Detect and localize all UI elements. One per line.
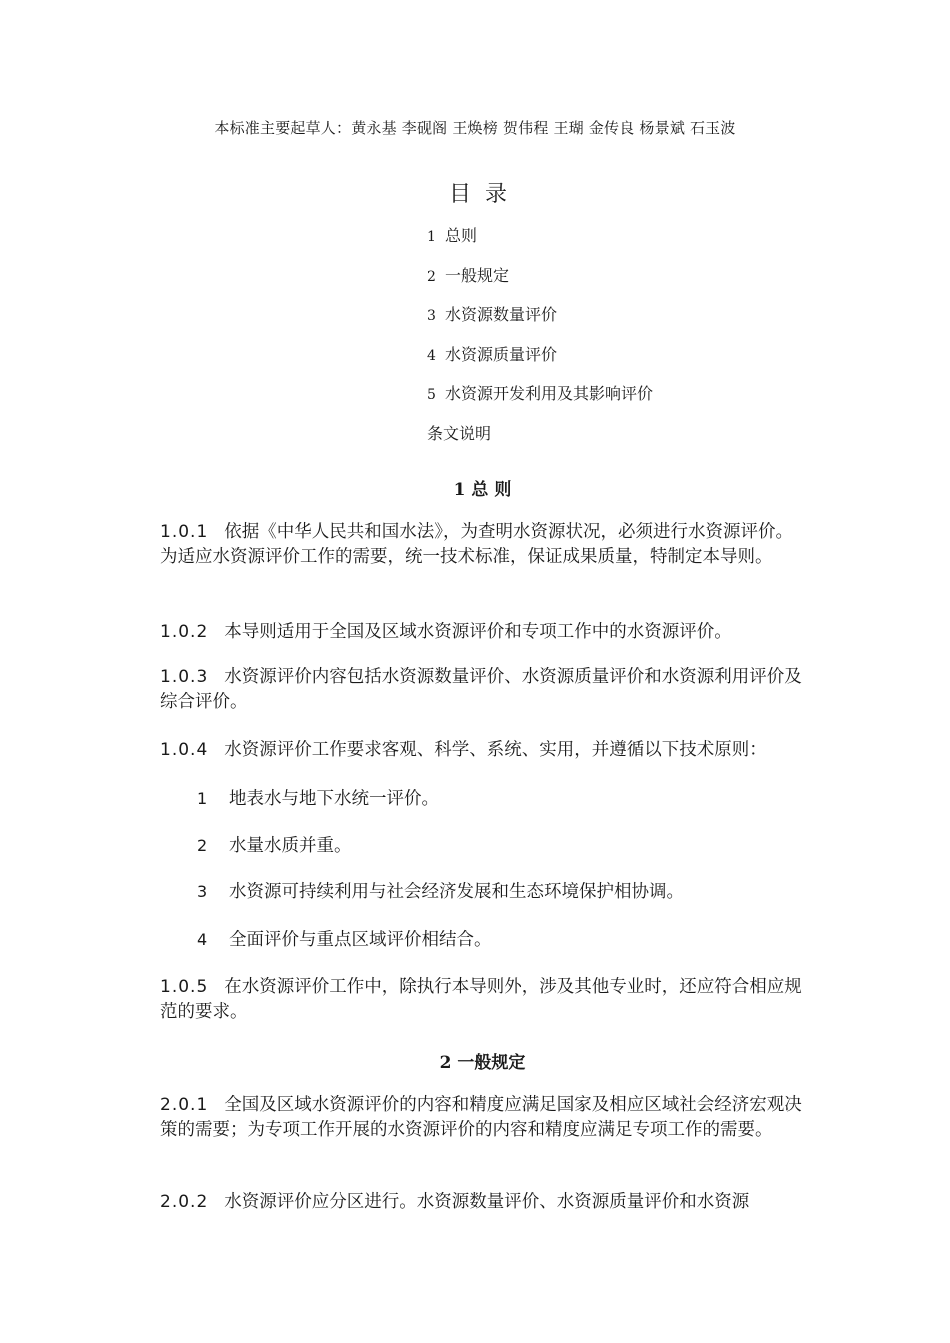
toc-item-general-rules[interactable] xyxy=(427,265,653,305)
section-2-title: 2 一般规定 xyxy=(439,1053,526,1073)
clause-number: 2.0.1 xyxy=(160,1095,209,1115)
principle-number: 1 xyxy=(197,789,208,808)
principle-number: 4 xyxy=(197,930,208,949)
clause-1-0-5 xyxy=(160,975,810,1025)
principle-number: 2 xyxy=(197,836,208,855)
clause-number: 1.0.4 xyxy=(160,740,209,760)
toc-item-label: 总则 xyxy=(445,226,478,245)
toc-item-utilization[interactable] xyxy=(427,383,653,423)
toc-item-quantity[interactable] xyxy=(427,304,653,344)
table-of-contents xyxy=(427,225,653,462)
clause-number: 1.0.1 xyxy=(160,522,209,542)
toc-item-number: 4 xyxy=(427,347,436,364)
principle-item xyxy=(197,786,439,812)
clause-text: 水资源评价应分区进行。水资源数量评价、水资源质量评价和水资源 xyxy=(224,1192,750,1212)
clause-text: 全国及区域水资源评价的内容和精度应满足国家及相应区域社会经济宏观决策的需要；为专项工作开展的水资源评价的内容和精度应满足专项工作的需要。 xyxy=(160,1095,802,1140)
toc-item-explanation[interactable] xyxy=(427,423,653,463)
section-1-title: 1 总 则 xyxy=(453,480,512,500)
principle-text: 地表水与地下水统一评价。 xyxy=(229,789,439,809)
toc-item-number: 1 xyxy=(427,229,436,245)
toc-item-number: 2 xyxy=(427,268,436,285)
toc-item-number: 5 xyxy=(427,387,436,403)
clause-text: 依据《中华人民共和国水法》，为查明水资源状况，必须进行水资源评价。为适应水资源评价工作的需要，统一技术标准，保证成果质量，特制定本导则。 xyxy=(160,522,794,567)
principle-item xyxy=(197,927,492,953)
principle-text: 水量水质并重。 xyxy=(229,836,352,856)
clause-1-0-1 xyxy=(160,520,810,570)
principle-item xyxy=(197,879,684,905)
clause-number: 1.0.3 xyxy=(160,667,209,687)
clause-number: 1.0.2 xyxy=(160,622,209,642)
toc-item-label: 水资源数量评价 xyxy=(445,305,558,324)
clause-1-0-2 xyxy=(160,620,810,645)
clause-1-0-4 xyxy=(160,738,810,763)
clause-text: 水资源评价内容包括水资源数量评价、水资源质量评价和水资源利用评价及综合评价。 xyxy=(160,667,802,712)
clause-text: 水资源评价工作要求客观、科学、系统、实用，并遵循以下技术原则： xyxy=(224,740,767,760)
toc-item-label: 一般规定 xyxy=(445,265,510,285)
principle-text: 全面评价与重点区域评价相结合。 xyxy=(229,930,492,950)
principle-number: 3 xyxy=(197,882,208,901)
clause-text: 本导则适用于全国及区域水资源评价和专项工作中的水资源评价。 xyxy=(224,622,732,642)
clause-text: 在水资源评价工作中，除执行本导则外，涉及其他专业时，还应符合相应规范的要求。 xyxy=(160,977,802,1022)
principle-text: 水资源可持续利用与社会经济发展和生态环境保护相协调。 xyxy=(229,882,684,902)
toc-item-general[interactable] xyxy=(427,225,653,265)
toc-item-label: 水资源质量评价 xyxy=(445,344,558,364)
clause-2-0-1 xyxy=(160,1093,810,1143)
principle-item xyxy=(197,833,352,859)
toc-item-label: 水资源开发利用及其影响评价 xyxy=(445,384,654,403)
clause-number: 1.0.5 xyxy=(160,977,209,997)
toc-item-quality[interactable] xyxy=(427,344,653,384)
toc-title: 目录 xyxy=(448,182,521,207)
toc-item-number: 3 xyxy=(427,308,436,324)
clause-number: 2.0.2 xyxy=(160,1192,209,1212)
clause-2-0-2 xyxy=(160,1190,810,1215)
clause-1-0-3 xyxy=(160,665,810,715)
drafters-line: 本标准主要起草人：黄永基 李砚阁 王焕榜 贺伟程 王瑚 金传良 杨景斌 石玉波 xyxy=(214,119,736,137)
toc-item-label: 条文说明 xyxy=(427,423,492,443)
